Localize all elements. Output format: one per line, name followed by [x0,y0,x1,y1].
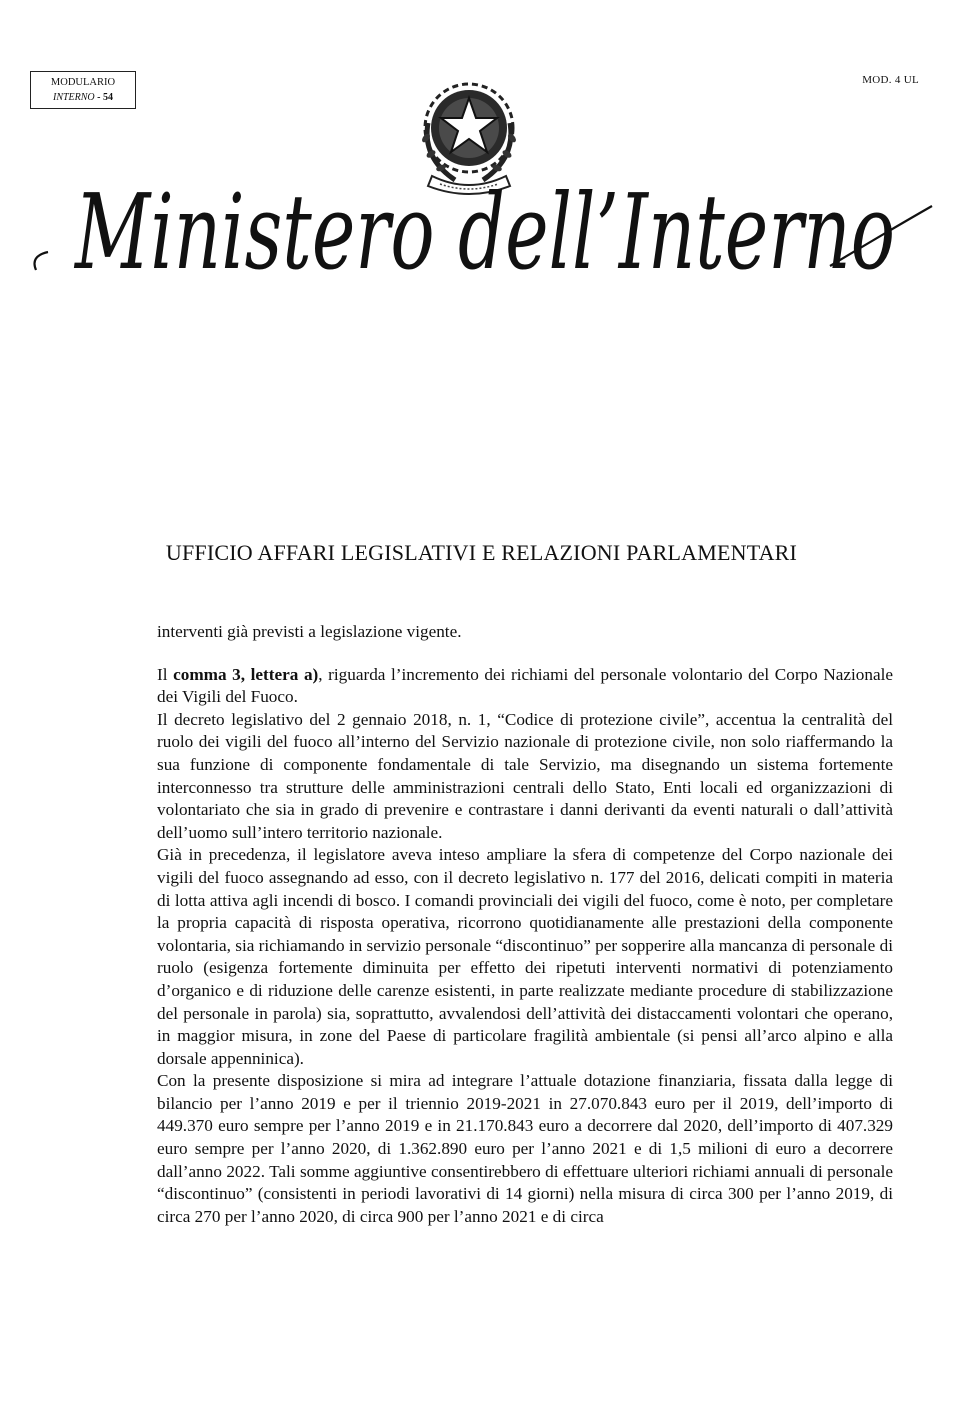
document-body [157,621,893,1228]
paragraph-precedenza: Già in precedenza, il legislatore aveva inteso ampliare la sfera di competenze del Corpo nazionale dei vigili del fuoco assegnando ad esso, con il decreto legislativo n. 177 del 2016, delicati compiti in materia di lotta attiva agli incendi di bosco. I comandi provinciali dei vigili del fuoco, come è noto, per completare la propria capacità di risposta operativa, ricorrono quotidianamente alle prestazioni della componente volontaria, sia richiamando in servizio personale “discontinuo” per sopperire alla mancanza di personale di ruolo (esigenza fortemente diminuita per effetto dei ripetuti interventi normativi di potenziamento d’organico e di riduzione delle carenze esistenti, in parte realizzate mediante procedure di stabilizzazione del personale in parola) sia, soprattutto, avvalendosi dell’attività dei distaccamenti volontari che operano, in maggior misura, in zone del Paese di particolare fragilità ambientale (si pensi all’arco alpino e alla dorsale appenninica). [157,845,893,1068]
paragraph-continuation: interventi già previsti a legislazione vigente. [157,622,462,641]
ministry-name: Ministero dell’Interno [73,171,895,293]
modulario-code: INTERNO - 54 [52,92,113,103]
modulario-label: MODULARIO [50,77,116,88]
paragraph-disposizione: Con la presente disposizione si mira ad integrare l’attuale dotazione finanziaria, fissata dalla legge di bilancio per l’anno 2019 e per il triennio 2019-2021 in 27.070.843 euro per il 2019, dell’importo di 449.370 euro sempre per l’anno 2019 e in 21.170.843 euro a decorrere dal 2020, dell’importo di 407.329 euro sempre per l’anno 2020, di 1.362.890 euro per l’anno 2021 e di 1,5 milioni di euro a decorrere dall’anno 2022. Tali somme aggiuntive consentirebbero di effettuare ulteriori richiami annuali di personale “discontinuo” (consistenti in periodi lavorativi di 14 giorni) nella misura di circa 300 per l’anno 2019, di circa 270 per l’anno 2020, di circa 900 per l’anno 2021 e di circa [157,1071,893,1226]
modulario-box [30,71,136,109]
paragraph-comma-3: Il comma 3, lettera a), riguarda l’incremento dei richiami del personale volontario del Corpo Nazionale dei Vigili del Fuoco. [157,664,894,707]
mod-code: MOD. 4 UL [862,74,919,86]
paragraph-decreto-2018: Il decreto legislativo del 2 gennaio 2018, n. 1, “Codice di protezione civile”, accentua la centralità del ruolo dei vigili del fuoco all’interno del Servizio nazionale di protezione civile, non solo riaffermando la sua funzione di componente fondamentale di tale Servizio, ma disegnando un sistema fortemente interconnesso tra strutture delle amministrazioni centrali dello Stato, Enti locali ed organizzazioni di volontariato che sia in grado di prevenire e contrastare i danni derivanti da eventi naturali o dall’attività dell’uomo sull’intero territorio nazionale. [157,709,893,842]
office-heading: UFFICIO AFFARI LEGISLATIVI E RELAZIONI PARLAMENTARI [165,540,798,565]
ministry-title [30,170,940,305]
comma-reference: comma 3, lettera a) [173,664,319,684]
